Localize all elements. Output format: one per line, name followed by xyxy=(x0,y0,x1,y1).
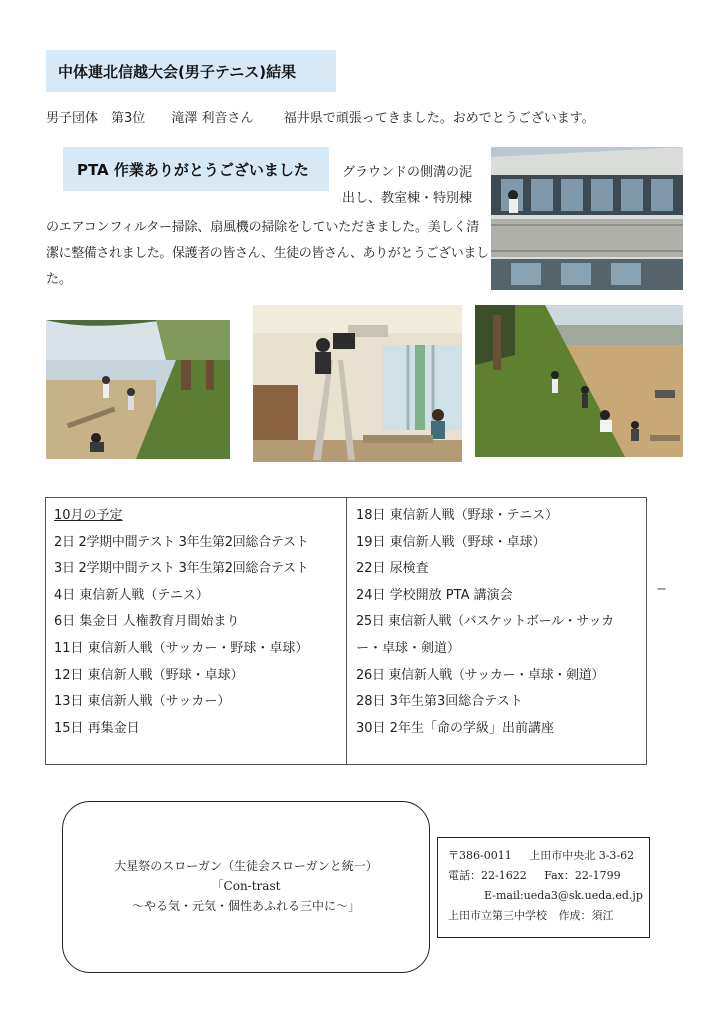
result-name: 滝澤 利音さん xyxy=(171,111,254,126)
schedule-item: 13日 東信新人戦（サッカー） xyxy=(54,694,231,710)
schedule-item: 6日 集金日 人権教育月間始まり xyxy=(54,614,240,630)
contact-fax: Fax：22-1799 xyxy=(544,869,621,882)
slogan-line-2: 「Con-trast xyxy=(211,879,281,893)
contact-box xyxy=(437,837,650,938)
pta-heading-text: PTA 作業ありがとうございました xyxy=(77,160,309,179)
contact-postal: 〒386-0011 xyxy=(448,849,512,862)
pta-line-1: グラウンドの側溝の泥 xyxy=(342,165,473,180)
schedule-item: 12日 東信新人戦（野球・卓球） xyxy=(54,667,244,683)
schedule-item: ー・卓球・剣道） xyxy=(356,640,461,656)
slogan-line-3: ～やる気・元気・個性あふれる三中に～」 xyxy=(131,899,360,913)
pta-heading xyxy=(63,147,329,191)
schedule-item: 2日 2学期中間テスト 3年生第2回総合テスト xyxy=(54,534,309,550)
schedule-item: 25日 東信新人戦（バスケットボール・サッカ xyxy=(356,614,614,630)
photo-school-building xyxy=(491,147,683,290)
contact-author: 作成：須江 xyxy=(558,909,614,922)
result-category: 男子団体 第3位 xyxy=(46,111,146,126)
pta-line-2: 出し、教室棟・特別棟 xyxy=(342,191,473,206)
tennis-heading-text: 中体連北信越大会(男子テニス)結果 xyxy=(58,62,297,81)
pta-line-4: 潔に整備されました。保護者の皆さん、生徒の皆さん、ありがとうございまし xyxy=(46,246,489,261)
schedule-title xyxy=(46,503,346,530)
schedule-item: 30日 2年生「命の学級」出前講座 xyxy=(356,720,554,736)
schedule-table xyxy=(45,497,647,765)
schedule-item: 3日 2学期中間テスト 3年生第2回総合テスト xyxy=(54,561,309,577)
pta-line-3: のエアコンフィルター掃除、扇風機の掃除をしていただきました。美しく清 xyxy=(46,220,479,235)
contact-email: E-mail:ueda3@sk.ueda.ed.jp xyxy=(484,889,643,902)
schedule-item: 28日 3年生第3回総合テスト xyxy=(356,694,523,710)
photo-ditch-cleaning xyxy=(46,320,230,459)
schedule-left-column xyxy=(46,503,346,742)
contact-phone: 電話：22-1622 xyxy=(448,869,527,882)
schedule-item: 19日 東信新人戦（野球・卓球） xyxy=(356,534,546,550)
contact-phone-row xyxy=(448,866,649,886)
slogan-line-1: 大星祭のスローガン（生徒会スローガンと統一） xyxy=(114,859,378,873)
schedule-item: 11日 東信新人戦（サッカー・野球・卓球） xyxy=(54,640,309,656)
schedule-item: 24日 学校開放 PTA 講演会 xyxy=(356,587,513,603)
schedule-item: 26日 東信新人戦（サッカー・卓球・剣道） xyxy=(356,667,605,683)
schedule-title-text: 10月の予定 xyxy=(54,508,123,523)
contact-school: 上田市立第三中学校 xyxy=(448,909,547,922)
photo-schoolyard-slope xyxy=(475,305,683,457)
contact-school-row xyxy=(448,906,649,926)
contact-address: 上田市中央北 3-3-62 xyxy=(529,849,635,862)
pta-line-5: た。 xyxy=(46,272,73,287)
schedule-divider xyxy=(346,498,347,764)
schedule-right-column xyxy=(348,503,646,742)
tennis-result xyxy=(46,106,686,132)
schedule-item: 18日 東信新人戦（野球・テニス） xyxy=(356,508,559,523)
result-message: 福井県で頑張ってきました。おめでとうございます。 xyxy=(283,111,595,126)
schedule-item: 4日 東信新人戦（テニス） xyxy=(54,587,209,603)
schedule-item: 15日 再集金日 xyxy=(54,720,140,736)
slogan-box xyxy=(62,801,430,973)
margin-mark: − xyxy=(656,582,667,597)
tennis-heading xyxy=(46,50,336,92)
contact-postal-row xyxy=(448,846,649,866)
schedule-item: 22日 尿検査 xyxy=(356,561,429,577)
photo-classroom-cleaning xyxy=(253,305,462,462)
